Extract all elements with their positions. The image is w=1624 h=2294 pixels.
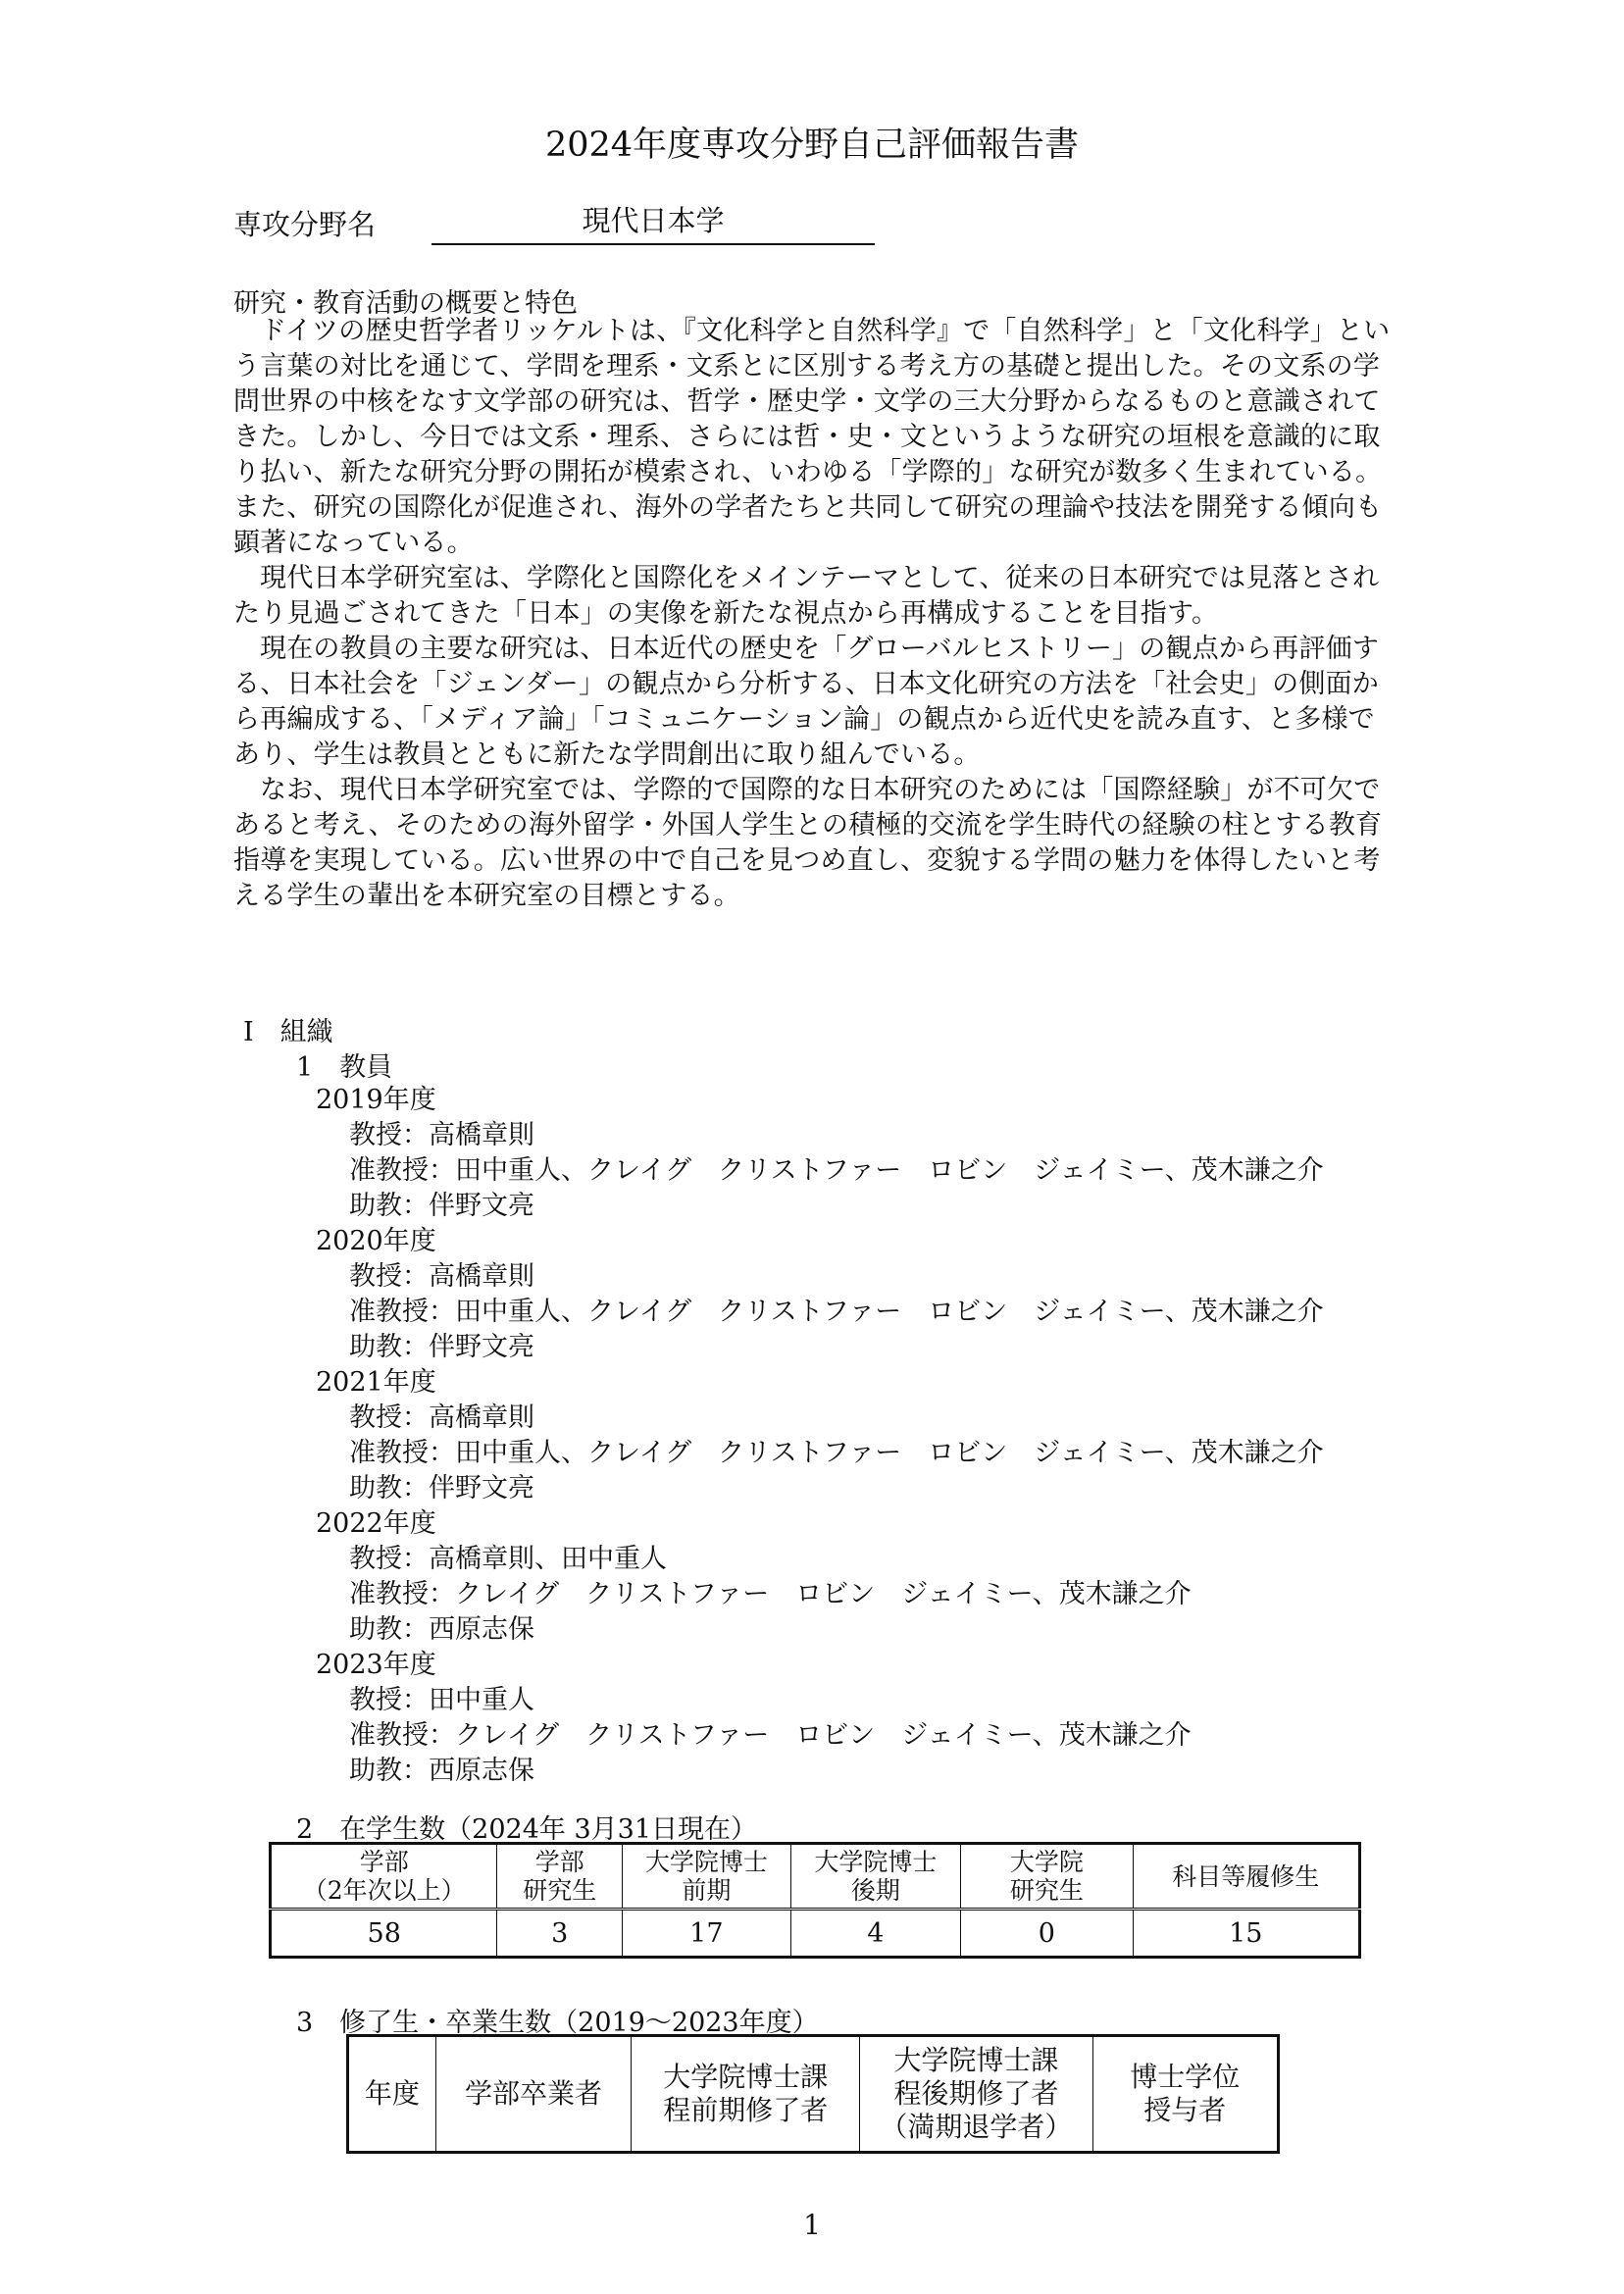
faculty-line: 准教授：田中重人、クレイグ クリストファー ロビン ジェイミー、茂木謙之介 xyxy=(349,1155,1324,1186)
faculty-line: 助教：伴野文亮 xyxy=(349,1473,534,1504)
faculty-line: 教授：高橋章則 xyxy=(349,1120,534,1150)
table-header-cell: 大学院博士課 程前期修了者 xyxy=(632,2036,860,2153)
faculty-year: 2020年度 xyxy=(316,1226,436,1256)
major-name: 現代日本学 xyxy=(431,199,875,245)
faculty-heading: 1 教員 xyxy=(296,1052,393,1083)
organization-heading: Ⅰ 組織 xyxy=(243,1017,333,1047)
table-header-cell: 大学院博士 前期 xyxy=(623,1844,791,1910)
faculty-year: 2019年度 xyxy=(316,1085,436,1115)
major-label: 専攻分野名 xyxy=(233,208,377,241)
faculty-year: 2021年度 xyxy=(316,1367,436,1398)
graduates-table xyxy=(346,2034,1280,2154)
overview-heading: 研究・教育活動の概要と特色 xyxy=(233,288,578,319)
table-cell: 4 xyxy=(790,1910,961,1958)
overview-paragraph: 現在の教員の主要な研究は、日本近代の歴史を「グローバルヒストリー」の観点から再評価する、日本社会を「ジェンダー」の観点から分析する、日本文化研究の方法を「社会史」の側面から再編成する、「メディア論」「コミュニケーション論」の観点から近代史を読み直す、と多様であり、学生は教員とともに新たな学問創出に取り組んでいる。 xyxy=(233,634,1380,770)
students-heading: 2 在学生数（2024年 3月31日現在） xyxy=(296,1814,758,1845)
table-header-cell: 科目等履修生 xyxy=(1133,1844,1359,1910)
overview-paragraph: なお、現代日本学研究室では、学際的で国際的な日本研究のためには「国際経験」が不可欠であると考え、そのための海外留学・外国人学生との積極的交流を学生時代の経験の柱とする教育指導を実現している。広い世界の中で自己を見つめ直し、変貌する学問の魅力を体得したいと考える学生の輩出を本研究室の目標とする。 xyxy=(233,775,1383,911)
faculty-line: 助教：伴野文亮 xyxy=(349,1332,534,1362)
table-header-cell: 大学院博士課 程後期修了者 （満期退学者） xyxy=(860,2036,1092,2153)
table-header-cell: 年度 xyxy=(348,2036,436,2153)
table-row xyxy=(271,1910,1360,1958)
faculty-line: 教授：田中重人 xyxy=(349,1685,534,1715)
table-header-cell: 学部卒業者 xyxy=(435,2036,631,2153)
table-header-row xyxy=(271,1844,1360,1910)
table-cell: 15 xyxy=(1133,1910,1359,1958)
faculty-line: 助教：西原志保 xyxy=(349,1614,534,1645)
table-header-cell: 学部 研究生 xyxy=(497,1844,623,1910)
table-header-cell: 博士学位 授与者 xyxy=(1092,2036,1278,2153)
overview-paragraph: 現代日本学研究室は、学際化と国際化をメインテーマとして、従来の日本研究では見落とされたり見過ごされてきた「日本」の実像を新たな視点から再構成することを目指す。 xyxy=(233,563,1380,629)
overview-paragraph: ドイツの歴史哲学者リッケルトは、『文化科学と自然科学』で「自然科学」と「文化科学」という言葉の対比を通じて、学問を理系・文系とに区別する考え方の基礎と提出した。その文系の学問世界の中核をなす文学部の研究は、哲学・歴史学・文学の三大分野からなるものと意識されてきた。しかし、今日では文系・理系、さらには哲・史・文というような研究の垣根を意識的に取り払い、新たな研究分野の開拓が模索され、いわゆる「学際的」な研究が数多く生まれている。また、研究の国際化が促進され、海外の学者たちと共同して研究の理論や技法を開発する傾向も顕著になっている。 xyxy=(233,316,1391,558)
table-cell: 17 xyxy=(623,1910,791,1958)
faculty-year: 2022年度 xyxy=(316,1508,436,1539)
table-header-cell: 大学院博士 後期 xyxy=(790,1844,961,1910)
page-number: 1 xyxy=(803,2209,821,2241)
overview-section xyxy=(233,314,1400,914)
table-header-cell: 学部 （2年次以上） xyxy=(271,1844,497,1910)
table-cell: 3 xyxy=(497,1910,623,1958)
faculty-line: 准教授：田中重人、クレイグ クリストファー ロビン ジェイミー、茂木謙之介 xyxy=(349,1438,1324,1468)
page-title: 2024年度専攻分野自己評価報告書 xyxy=(544,126,1080,165)
faculty-line: 准教授：クレイグ クリストファー ロビン ジェイミー、茂木謙之介 xyxy=(349,1720,1192,1751)
table-header-row xyxy=(348,2036,1279,2153)
faculty-year: 2023年度 xyxy=(316,1650,436,1680)
faculty-line: 准教授：田中重人、クレイグ クリストファー ロビン ジェイミー、茂木謙之介 xyxy=(349,1297,1324,1327)
table-cell: 0 xyxy=(961,1910,1134,1958)
faculty-line: 助教：西原志保 xyxy=(349,1756,534,1786)
faculty-line: 教授：高橋章則 xyxy=(349,1402,534,1433)
faculty-line: 教授：高橋章則、田中重人 xyxy=(349,1544,667,1574)
students-table xyxy=(269,1842,1361,1959)
table-header-cell: 大学院 研究生 xyxy=(961,1844,1134,1910)
graduates-heading: 3 修了生・卒業生数（2019～2023年度） xyxy=(296,2008,819,2038)
faculty-line: 助教：伴野文亮 xyxy=(349,1191,534,1221)
faculty-line: 准教授：クレイグ クリストファー ロビン ジェイミー、茂木謙之介 xyxy=(349,1579,1192,1609)
faculty-line: 教授：高橋章則 xyxy=(349,1261,534,1292)
table-cell: 58 xyxy=(271,1910,497,1958)
faculty-list xyxy=(316,1083,1324,1789)
